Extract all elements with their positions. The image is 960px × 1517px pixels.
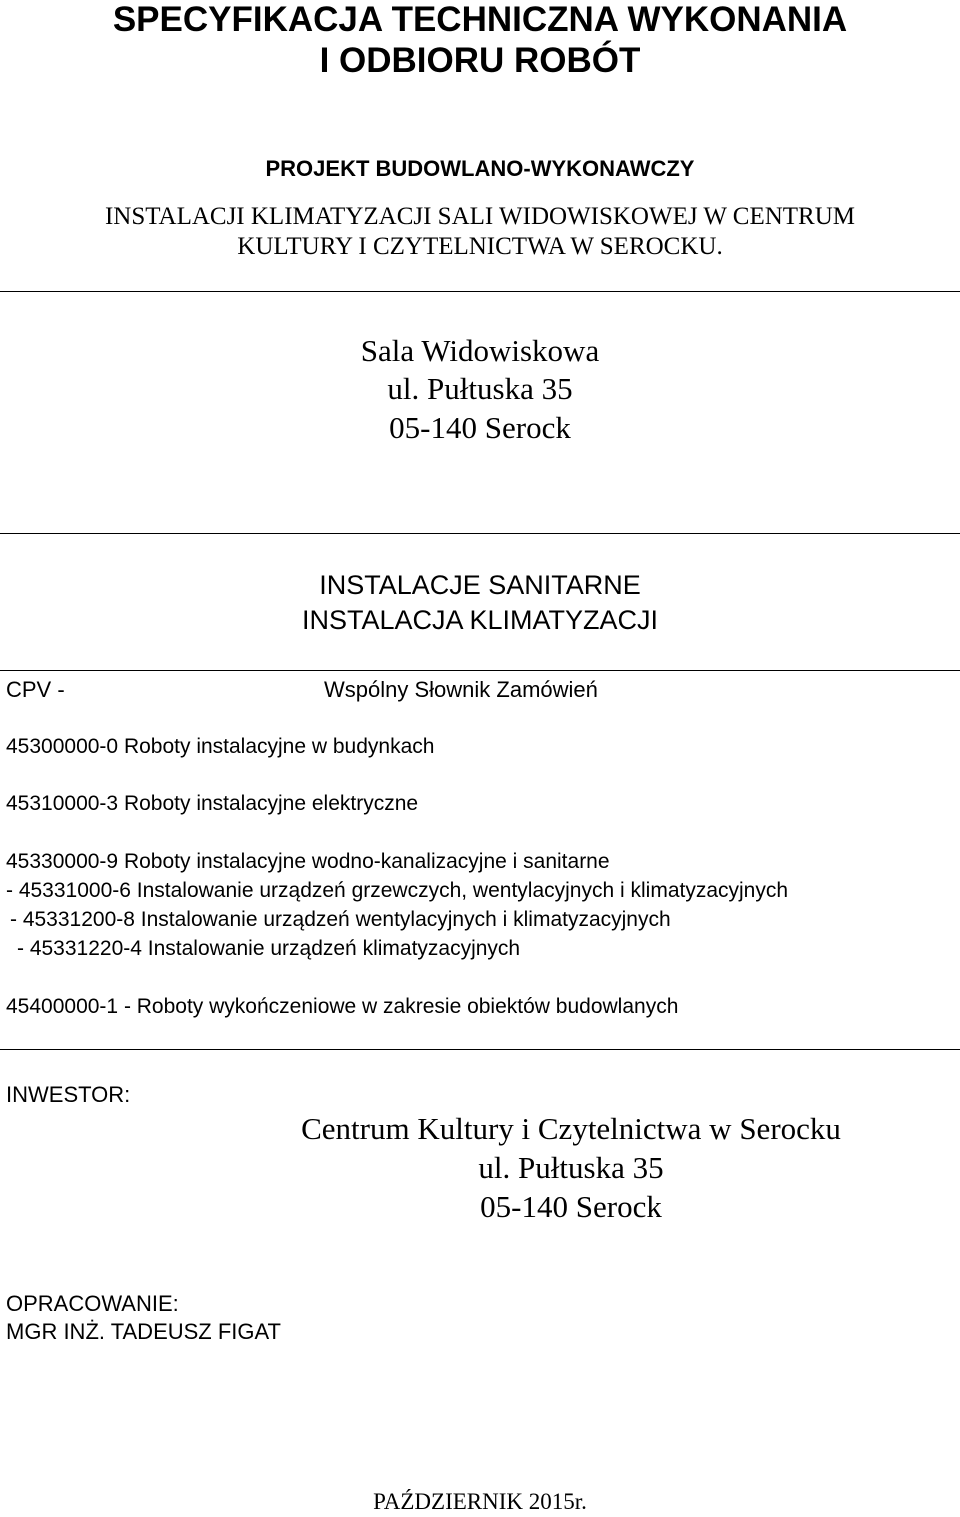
document-date: PAŹDZIERNIK 2015r. xyxy=(373,1489,587,1514)
divider-1 xyxy=(0,291,960,292)
author-label: OPRACOWANIE: xyxy=(6,1291,179,1316)
divider-3 xyxy=(0,670,960,671)
location-city: 05-140 Serock xyxy=(389,410,571,445)
investor-name: Centrum Kultury i Czytelnictwa w Serocku xyxy=(301,1111,841,1146)
cpv-code-45400000: 45400000-1 - Roboty wykończeniowe w zakresie obiektów budowlanych xyxy=(6,995,679,1018)
project-name-line-2: KULTURY I CZYTELNICTWA W SEROCKU. xyxy=(237,233,723,260)
location-street: ul. Pułtuska 35 xyxy=(387,371,573,406)
investor-label: INWESTOR: xyxy=(6,1082,131,1107)
location-name: Sala Widowiskowa xyxy=(360,333,600,368)
cpv-code-45330000: 45330000-9 Roboty instalacyjne wodno-kanalizacyjne i sanitarne xyxy=(6,850,610,873)
cpv-title: Wspólny Słownik Zamówień xyxy=(324,677,598,702)
investor-street: ul. Pułtuska 35 xyxy=(478,1150,664,1185)
project-name-line-1: INSTALACJI KLIMATYZACJI SALI WIDOWISKOWEJ W CENTRUM xyxy=(104,203,856,230)
cpv-code-45331000: - 45331000-6 Instalowanie urządzeń grzewczych, wentylacyjnych i klimatyzacyjnych xyxy=(6,879,789,902)
document-title-line-2: I ODBIORU ROBÓT xyxy=(319,41,641,80)
scope-line-1: INSTALACJE SANITARNE xyxy=(319,570,641,600)
cpv-code-45331220: - 45331220-4 Instalowanie urządzeń klimatyzacyjnych xyxy=(17,937,521,960)
cpv-code-45300000: 45300000-0 Roboty instalacyjne w budynkach xyxy=(6,735,435,758)
cpv-label: CPV - xyxy=(6,677,65,702)
divider-2 xyxy=(0,533,960,534)
divider-4 xyxy=(0,1049,960,1050)
cpv-code-45310000: 45310000-3 Roboty instalacyjne elektryczne xyxy=(6,792,419,815)
investor-city: 05-140 Serock xyxy=(480,1189,662,1224)
cpv-code-45331200: - 45331200-8 Instalowanie urządzeń wentylacyjnych i klimatyzacyjnych xyxy=(10,908,671,931)
scope-line-2: INSTALACJA KLIMATYZACJI xyxy=(301,605,659,635)
author-name: MGR INŻ. TADEUSZ FIGAT xyxy=(6,1319,281,1344)
project-type: PROJEKT BUDOWLANO-WYKONAWCZY xyxy=(265,156,695,181)
document-title-line-1: SPECYFIKACJA TECHNICZNA WYKONANIA xyxy=(112,0,848,39)
